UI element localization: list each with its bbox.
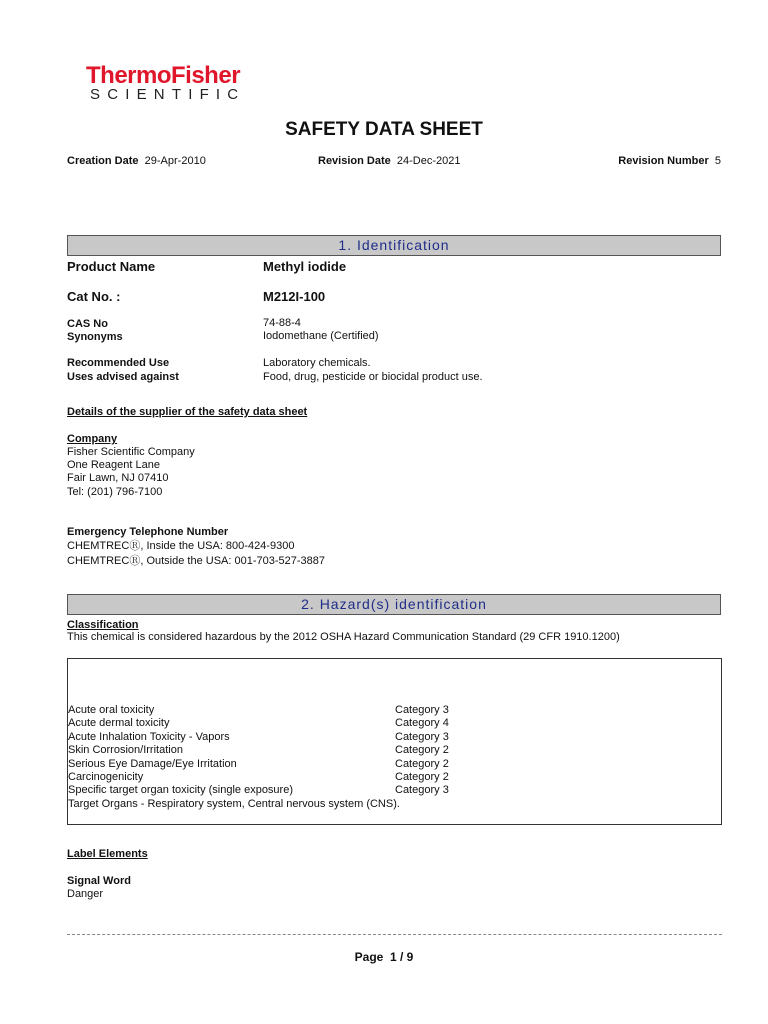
hazard-category: Category 3 (395, 704, 449, 716)
hazard-category: Category 2 (395, 744, 449, 757)
revision-number (618, 154, 721, 168)
company-line: Fair Lawn, NJ 07410 (67, 472, 169, 484)
synonyms-label: Synonyms (67, 331, 123, 343)
supplier-heading: Details of the supplier of the safety data sheet (67, 406, 308, 418)
hazard-name: Serious Eye Damage/Eye Irritation (68, 757, 237, 770)
revision-date-label: Revision Date (318, 155, 391, 167)
hazard-category: Category 2 (395, 771, 449, 783)
document-title: SAFETY DATA SHEET (285, 119, 483, 140)
hazard-category: Category 2 (395, 757, 449, 770)
footer-divider (67, 934, 722, 935)
hazard-name: Carcinogenicity (68, 771, 144, 783)
section-1-heading: 1. Identification (67, 235, 721, 256)
page-label: Page (354, 950, 384, 964)
creation-date-label: Creation Date (67, 155, 139, 167)
signal-word-value: Danger (67, 888, 104, 900)
company-line: Fisher Scientific Company (67, 446, 195, 458)
cas-label: CAS No (67, 318, 108, 330)
classification-label: Classification (67, 619, 139, 631)
signal-word-label: Signal Word (67, 875, 131, 887)
page-indicator (0, 950, 768, 964)
hazard-name: Acute dermal toxicity (68, 717, 170, 730)
cas-value: 74-88-4 (263, 317, 301, 329)
product-name-label: Product Name (67, 259, 156, 274)
target-organs: Target Organs - Respiratory system, Central nervous system (CNS). (68, 797, 400, 810)
revision-date (318, 154, 460, 168)
hazard-category: Category 3 (395, 784, 449, 797)
uses-against-label: Uses advised against (67, 371, 179, 383)
emergency-line: CHEMTRECⓇ, Outside the USA: 001-703-527-3887 (67, 555, 326, 567)
recommended-use-label: Recommended Use (67, 357, 170, 369)
company-label: Company (67, 433, 118, 445)
revision-number-value: 5 (714, 155, 721, 167)
cat-no-value: M212I-100 (263, 289, 326, 304)
page-number: 1 / 9 (390, 950, 414, 964)
thermofisher-logo: ThermoFisher (86, 62, 241, 89)
synonyms-value: Iodomethane (Certified) (263, 330, 379, 342)
classification-text: This chemical is considered hazardous by the 2012 OSHA Hazard Communication Standard (29 CFR 1910.1200) (67, 631, 620, 643)
emergency-label: Emergency Telephone Number (67, 526, 229, 538)
revision-date-value: 24-Dec-2021 (396, 155, 461, 167)
label-elements-heading: Label Elements (67, 848, 148, 860)
emergency-line: CHEMTRECⓇ, Inside the USA: 800-424-9300 (67, 540, 295, 552)
hazard-category: Category 3 (395, 730, 449, 743)
company-line: Tel: (201) 796-7100 (67, 486, 163, 498)
creation-date (67, 154, 206, 168)
section-2-heading: 2. Hazard(s) identification (67, 594, 721, 615)
product-name-value: Methyl iodide (263, 259, 347, 274)
cat-no-label: Cat No. : (67, 289, 121, 304)
revision-number-label: Revision Number (618, 155, 709, 167)
recommended-use-value: Laboratory chemicals. (263, 357, 371, 369)
logo-subtitle: SCIENTIFIC (90, 86, 246, 103)
hazard-category: Category 4 (395, 717, 449, 730)
hazard-name: Specific target organ toxicity (single exposure) (68, 784, 293, 797)
creation-date-value: 29-Apr-2010 (144, 155, 206, 167)
uses-against-value: Food, drug, pesticide or biocidal product use. (263, 371, 483, 383)
hazard-name: Acute Inhalation Toxicity - Vapors (68, 730, 230, 743)
company-line: One Reagent Lane (67, 459, 160, 471)
hazard-name: Acute oral toxicity (68, 704, 155, 716)
hazard-name: Skin Corrosion/Irritation (68, 744, 183, 757)
